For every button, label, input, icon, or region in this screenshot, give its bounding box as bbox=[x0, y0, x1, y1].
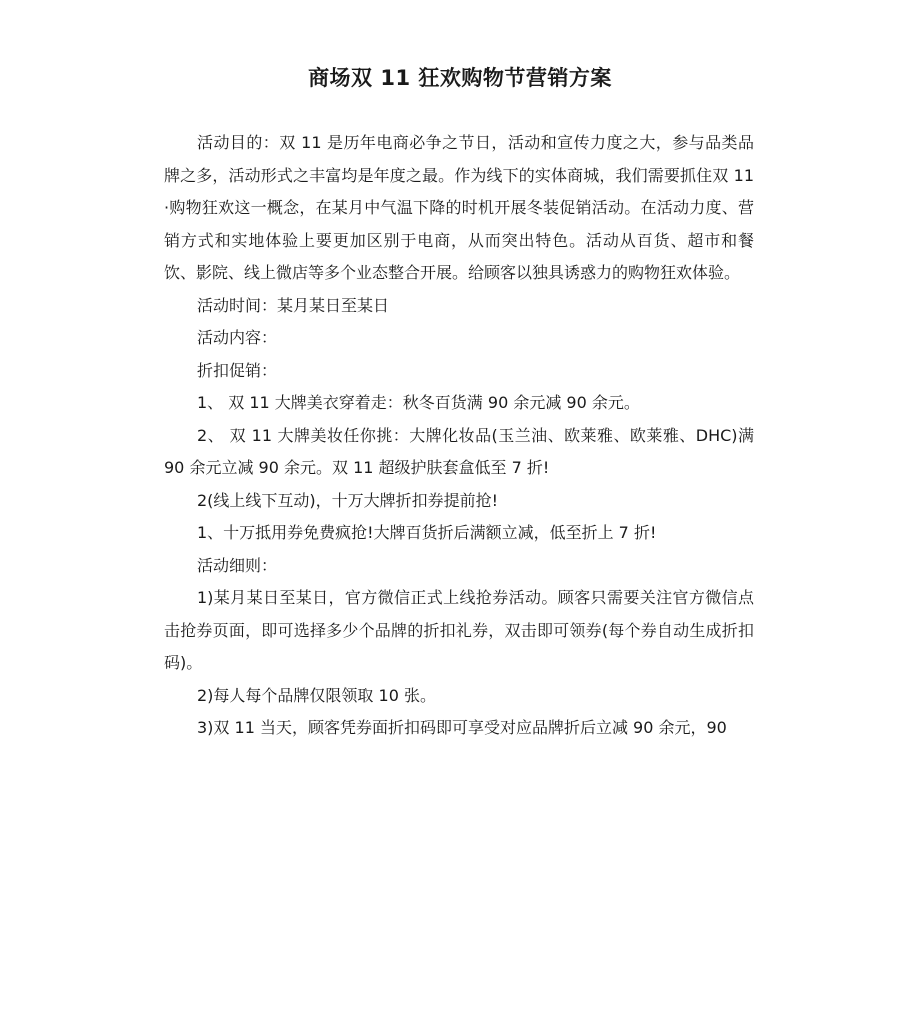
paragraph-activity-content-heading: 活动内容： bbox=[197, 328, 278, 347]
paragraph-rule-2: 2)每人每个品牌仅限领取 10 张。 bbox=[197, 685, 436, 705]
paragraph-activity-purpose: 活动目的：双 11 是历年电商必争之节日，活动和宣传力度之大，参与品类品牌之多，活动形式之丰富均是年度之最。作为线下的实体商城，我们需要抓住双 11·购物狂欢这一概念，在某月中气温下降的时机开展冬装促销活动。在活动力度、营销方式和实地体验上要更加区别于电商，从而突出特色。活动从百货、超市和餐饮、影院、线上微店等多个业态整合开展。给顾客以独具诱惑力的购物狂欢体验。 bbox=[164, 133, 754, 282]
document-body bbox=[164, 127, 754, 745]
paragraph-rule-1: 1)某月某日至某日，官方微信正式上线抢券活动。顾客只需要关注官方微信点击抢券页面，即可选择多少个品牌的折扣礼券，双击即可领券(每个券自动生成折扣码)。 bbox=[164, 588, 754, 672]
paragraph-discount-heading: 折扣促销： bbox=[197, 360, 278, 380]
paragraph-coupon-item-1: 1、十万抵用券免费疯抢!大牌百货折后满额立减，低至折上 7 折! bbox=[197, 523, 657, 542]
paragraph-discount-item-2: 2、 双 11 大牌美妆任你挑：大牌化妆品(玉兰油、欧莱雅、欧莱雅、DHC)满 90 余元立减 90 余元。双 11 超级护肤套盒低至 7 折! bbox=[164, 425, 754, 477]
paragraph-rule-3: 3)双 11 当天，顾客凭券面折扣码即可享受对应品牌折后立减 90 余元，90 bbox=[197, 718, 727, 737]
paragraph-online-offline-heading: 2(线上线下互动)，十万大牌折扣券提前抢! bbox=[197, 490, 499, 510]
document-title: 商场双 11 狂欢购物节营销方案 bbox=[308, 66, 612, 90]
paragraph-discount-item-1: 1、 双 11 大牌美衣穿着走：秋冬百货满 90 余元减 90 余元。 bbox=[197, 393, 640, 412]
paragraph-activity-time: 活动时间：某月某日至某日 bbox=[197, 295, 390, 315]
paragraph-rules-heading: 活动细则： bbox=[197, 555, 278, 575]
